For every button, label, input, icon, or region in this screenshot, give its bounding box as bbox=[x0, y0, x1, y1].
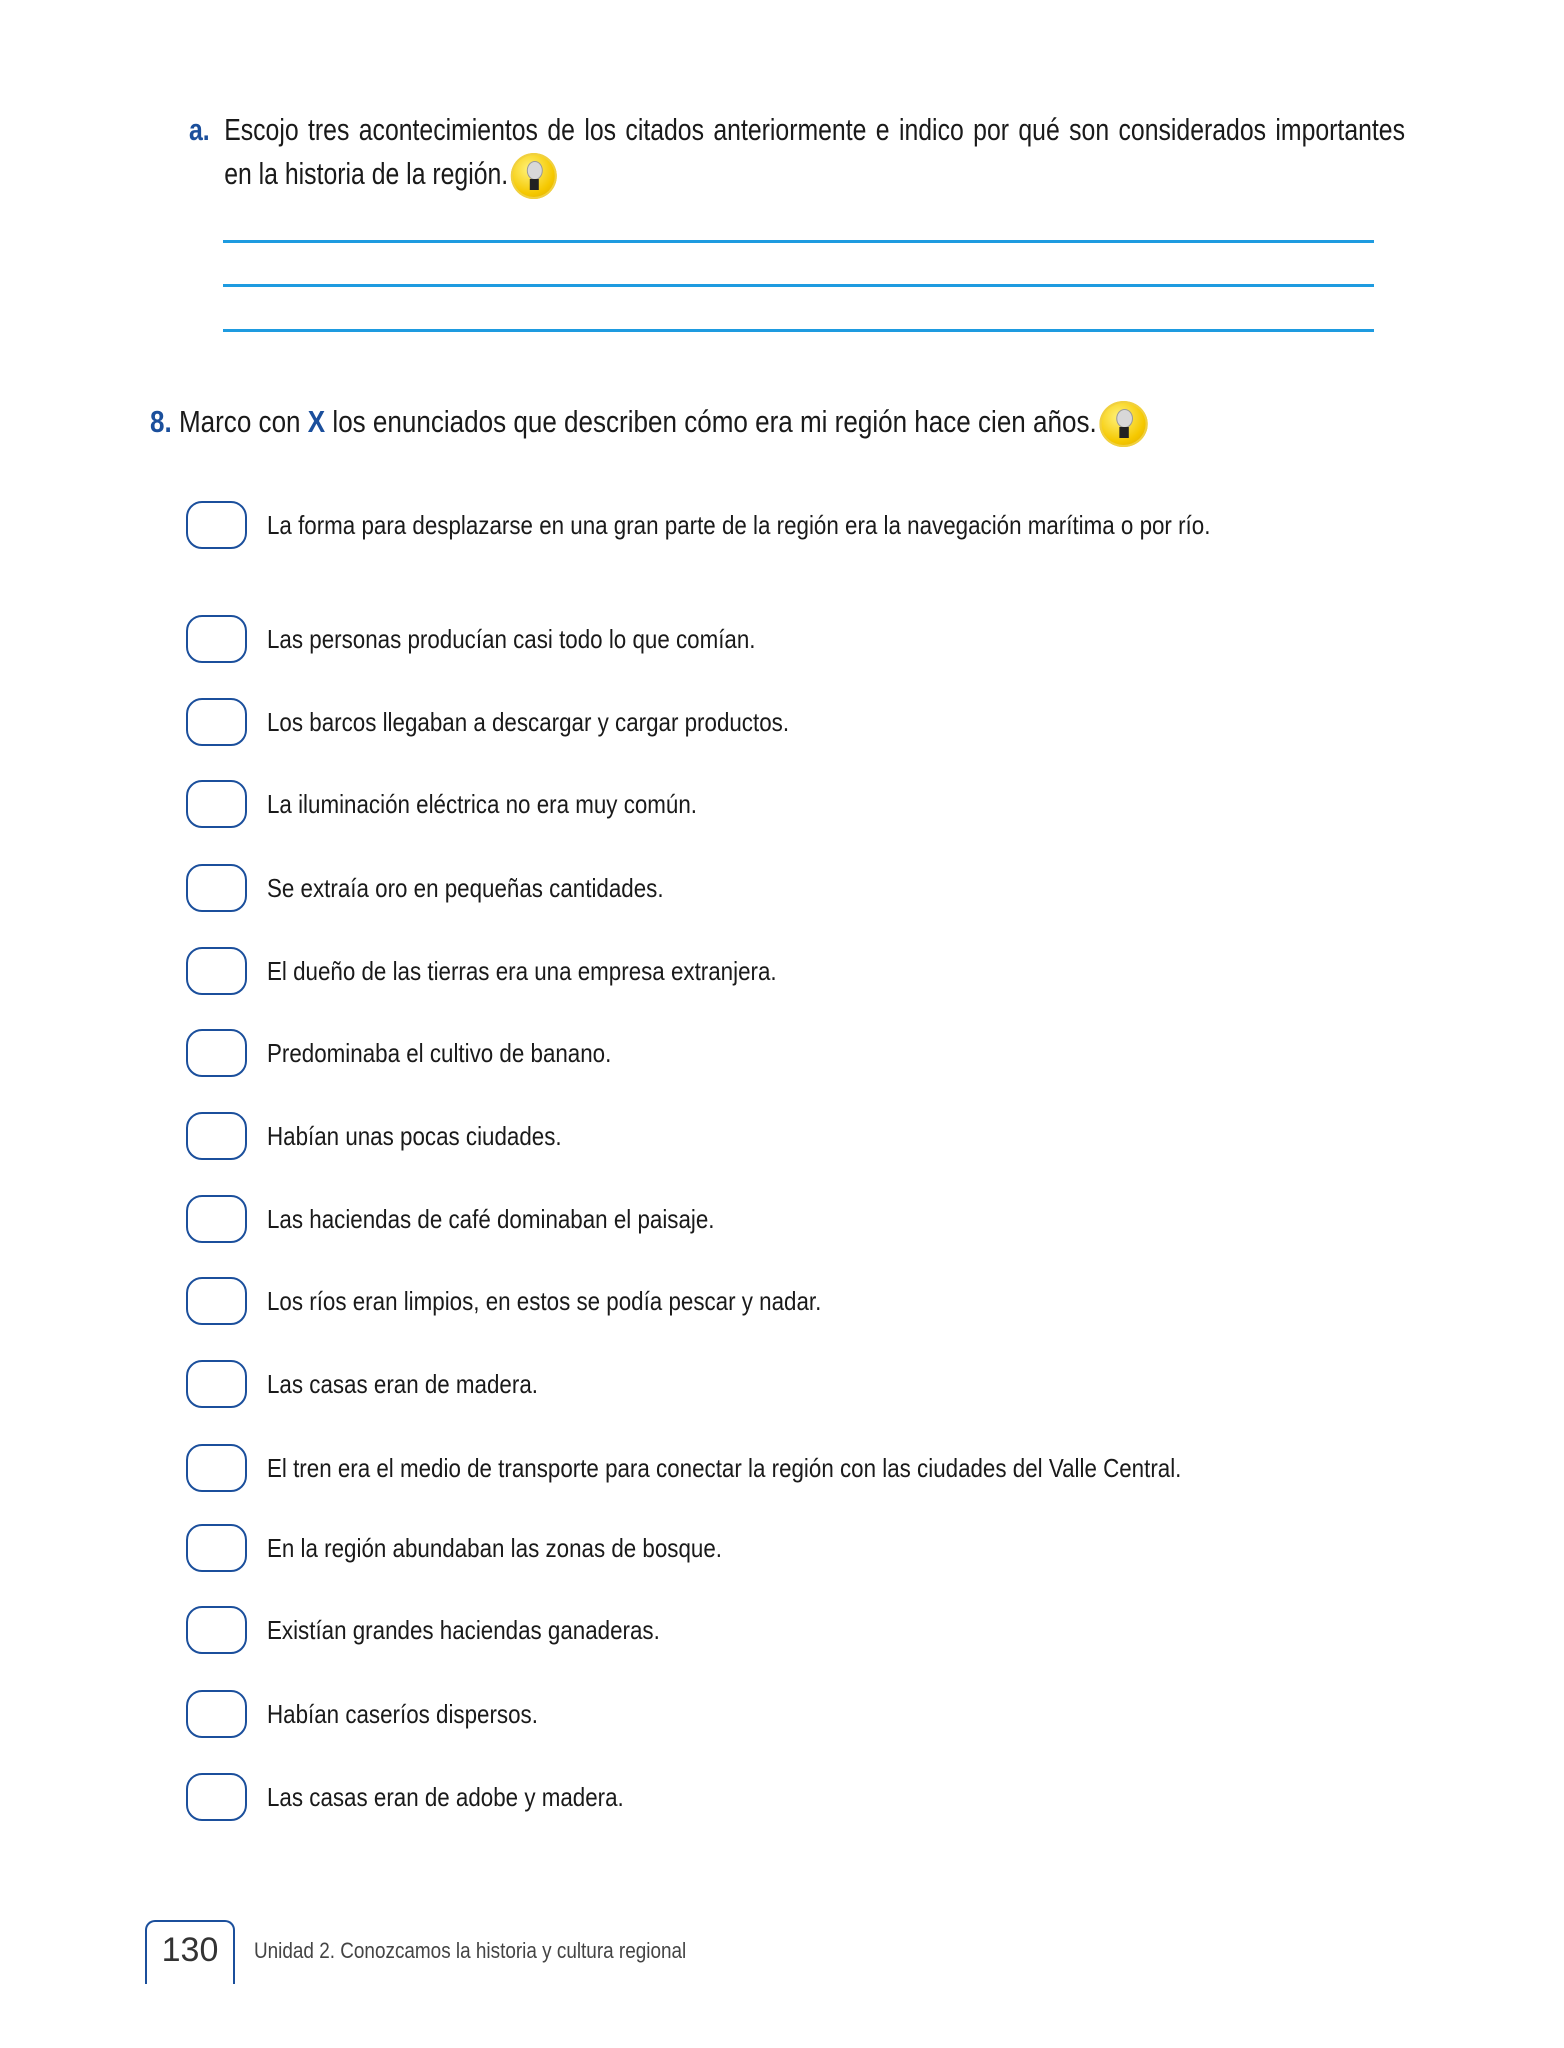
checklist-item bbox=[186, 780, 767, 828]
checklist-item-text: Habían caseríos dispersos. bbox=[267, 1698, 538, 1729]
checklist-item bbox=[186, 1277, 912, 1325]
answer-line-3[interactable] bbox=[223, 329, 1374, 332]
checkbox[interactable] bbox=[186, 1524, 247, 1572]
checklist-item bbox=[186, 615, 835, 663]
question-8-mark: X bbox=[307, 404, 326, 439]
question-8-text-after: los enunciados que describen cómo era mi región hace cien años. bbox=[332, 404, 1097, 439]
checklist-item-text: La iluminación eléctrica no era muy común. bbox=[267, 788, 698, 819]
checkbox[interactable] bbox=[186, 1773, 247, 1821]
checklist-item-text: El dueño de las tierras era una empresa extranjera. bbox=[267, 955, 777, 986]
checklist-item bbox=[186, 698, 874, 746]
checklist-item bbox=[186, 1524, 796, 1572]
checkbox[interactable] bbox=[186, 780, 247, 828]
unit-title: Unidad 2. Conozcamos la historia y cultura regional bbox=[254, 1938, 687, 1963]
checklist-item bbox=[186, 1029, 667, 1077]
checklist-item bbox=[186, 1360, 582, 1408]
page-number: 130 bbox=[145, 1920, 235, 1984]
checkbox[interactable] bbox=[186, 1690, 247, 1738]
checkbox[interactable] bbox=[186, 1112, 247, 1160]
checklist-item-text: En la región abundaban las zonas de bosque. bbox=[267, 1532, 723, 1563]
checklist-item-text: Predominaba el cultivo de banano. bbox=[267, 1037, 612, 1068]
checklist-item-text: La forma para desplazarse en una gran parte de la región era la navegación marítima o por río. bbox=[267, 509, 1211, 540]
checklist-item-text: Los barcos llegaban a descargar y cargar productos. bbox=[267, 706, 790, 737]
question-8-text-before: Marco con bbox=[178, 404, 301, 439]
checklist-item-text: Las haciendas de café dominaban el paisaje. bbox=[267, 1203, 715, 1234]
checklist-item-text: Las personas producían casi todo lo que comían. bbox=[267, 623, 756, 654]
checklist-item-text: Habían unas pocas ciudades. bbox=[267, 1120, 562, 1151]
answer-line-2[interactable] bbox=[223, 284, 1374, 287]
checklist-item bbox=[186, 1773, 682, 1821]
answer-line-1[interactable] bbox=[223, 240, 1374, 243]
checklist-item-text: Las casas eran de madera. bbox=[267, 1368, 538, 1399]
checklist-item bbox=[186, 1690, 582, 1738]
checkbox[interactable] bbox=[186, 1606, 247, 1654]
checklist-item bbox=[186, 1195, 787, 1243]
lightbulb-icon bbox=[1099, 401, 1147, 447]
question-a-text: Escojo tres acontecimientos de los citados anteriormente e indico por qué son considerados importantes en la historia de la región. bbox=[224, 112, 1406, 191]
checklist-item-text: Las casas eran de adobe y madera. bbox=[267, 1781, 624, 1812]
checklist-item-text: Se extraía oro en pequeñas cantidades. bbox=[267, 872, 664, 903]
checkbox[interactable] bbox=[186, 615, 247, 663]
checkbox[interactable] bbox=[186, 501, 247, 549]
checkbox[interactable] bbox=[186, 1360, 247, 1408]
checklist-item-text: Existían grandes haciendas ganaderas. bbox=[267, 1614, 660, 1645]
checklist-item bbox=[186, 501, 1364, 549]
checkbox[interactable] bbox=[186, 698, 247, 746]
checklist-item-text: El tren era el medio de transporte para conectar la región con las ciudades del Valle Central. bbox=[267, 1452, 1182, 1483]
checkbox[interactable] bbox=[186, 947, 247, 995]
checklist-item bbox=[186, 864, 728, 912]
checklist-item bbox=[186, 1112, 610, 1160]
checkbox[interactable] bbox=[186, 1029, 247, 1077]
checkbox[interactable] bbox=[186, 864, 247, 912]
checkbox[interactable] bbox=[186, 1277, 247, 1325]
checklist-item bbox=[186, 1444, 1330, 1492]
question-a bbox=[189, 108, 1405, 199]
checkbox[interactable] bbox=[186, 1195, 247, 1243]
checklist-item-text: Los ríos eran limpios, en estos se podía pescar y nadar. bbox=[267, 1285, 822, 1316]
checklist-item bbox=[186, 947, 860, 995]
question-a-label: a. bbox=[189, 112, 210, 147]
checklist-item bbox=[186, 1606, 724, 1654]
lightbulb-icon bbox=[511, 153, 557, 199]
question-8 bbox=[150, 400, 1143, 447]
question-8-number: 8. bbox=[150, 404, 172, 439]
checkbox[interactable] bbox=[186, 1444, 247, 1492]
